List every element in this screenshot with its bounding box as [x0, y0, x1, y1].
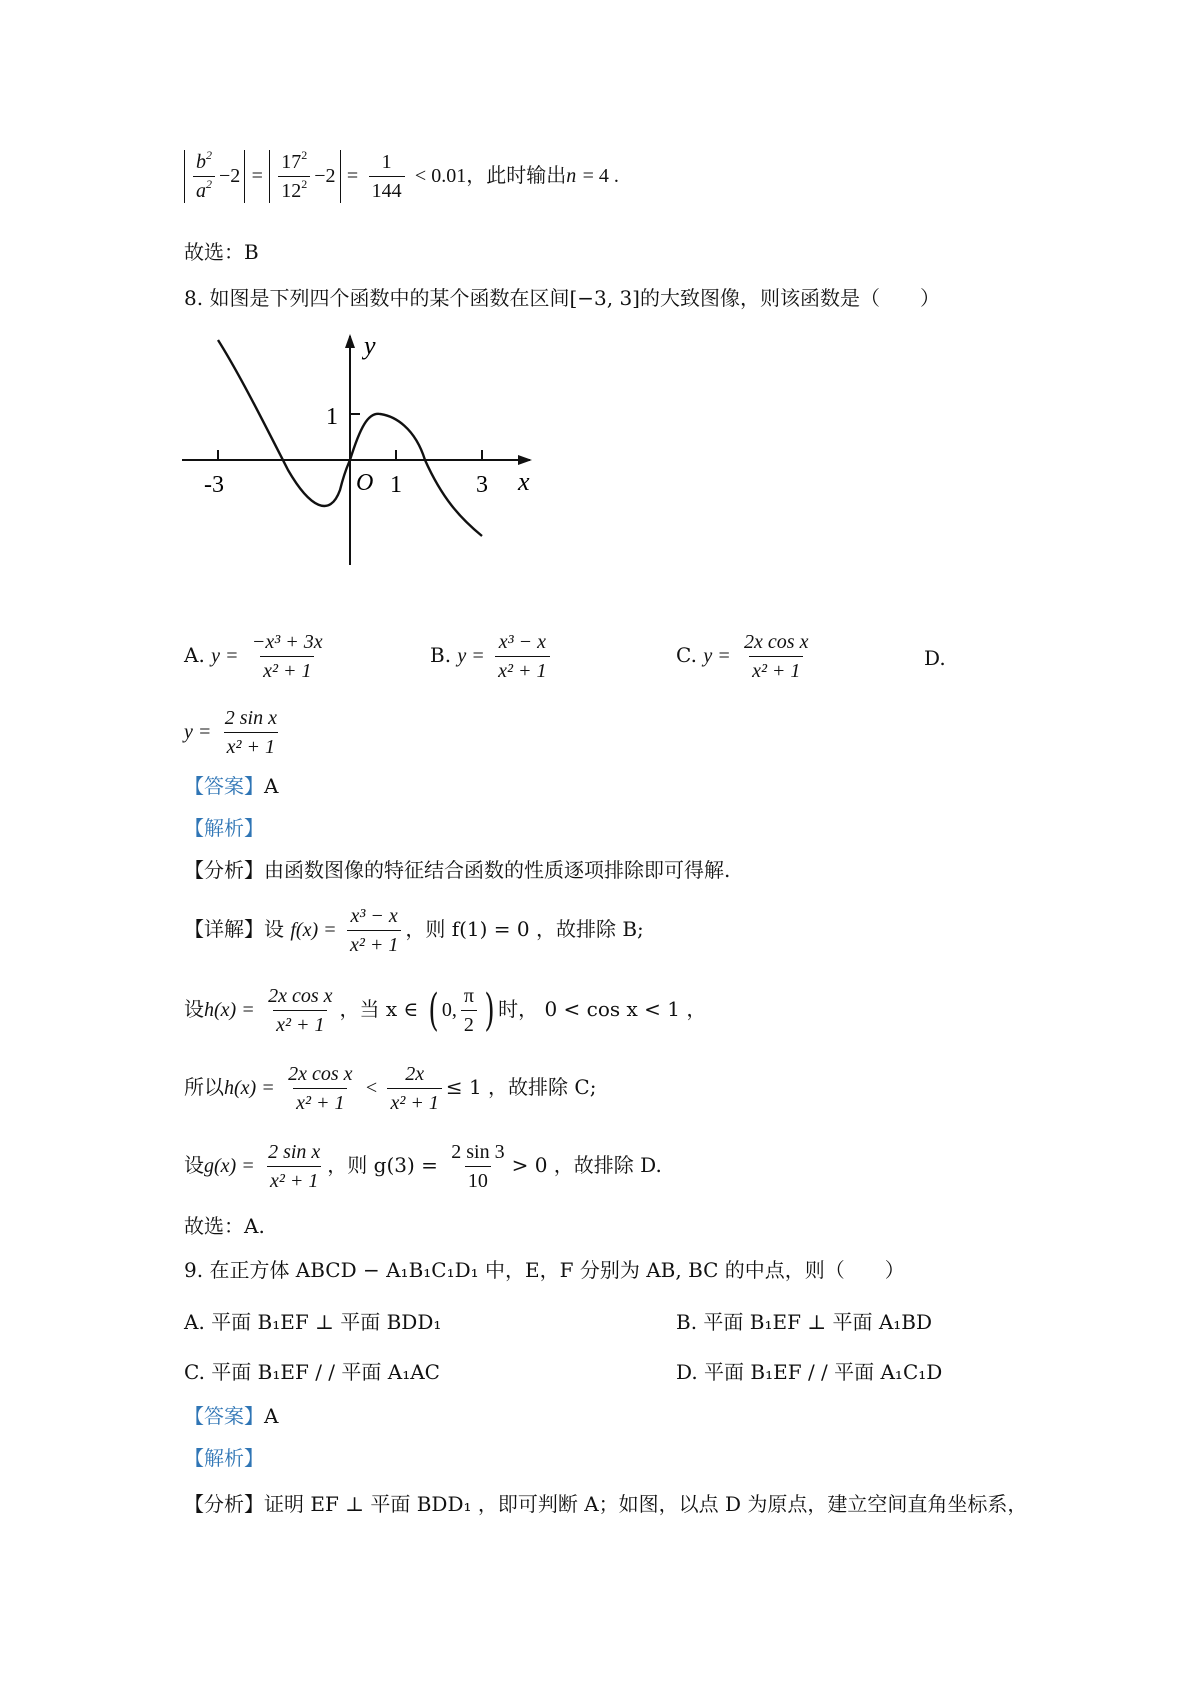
label-one-x: 1: [390, 472, 402, 498]
q8-step3: 所以h(x) = $\frac{\text{2x cos x}}{\text{x² + 1}}$ < $\frac{2x}{\text{x² + 1}}$ ≤ 1 ，故排除 C;: [184, 1063, 597, 1114]
q8-choice: 故选：A.: [184, 1214, 265, 1238]
q9-option-D: D. 平面 B₁EF / / 平面 A₁C₁D: [676, 1360, 943, 1384]
q9-option-A: A. 平面 B₁EF ⊥ 平面 BDD₁: [184, 1310, 442, 1334]
q9-analysis-tag: 【解析】: [184, 1446, 264, 1470]
label-one-y: 1: [326, 404, 338, 430]
label-origin: O: [356, 470, 374, 496]
abs-expression-2: $\frac{17^2}{12^2}$ −2: [269, 150, 340, 203]
q9-option-C: C. 平面 B₁EF / / 平面 A₁AC: [184, 1360, 440, 1384]
function-graph: [180, 330, 540, 580]
label-y: y: [364, 331, 376, 360]
q9-option-B: B. 平面 B₁EF ⊥ 平面 A₁BD: [676, 1310, 933, 1334]
q8-fenxi: 【分析】由函数图像的特征结合函数的性质逐项排除即可得解.: [184, 858, 731, 882]
q8-step2: 设h(x) = $\frac{\text{2x cos x}}{\text{x² + 1}}$ ，当 x ∈ ( 0, $\frac{\pi}{2}$ ) 时， 0 < cos x < 1 ，: [184, 984, 707, 1036]
option-B: B. y = $\frac{\text{x³ − x}}{\text{x² + 1}}$: [430, 630, 554, 683]
q8-step1: 【详解】设 f(x) = $\frac{\text{x³ − x}}{\text{x² + 1}}$ ，则 f(1) = 0 ，故排除 B;: [184, 905, 644, 956]
q8-answer: 【答案】A: [184, 774, 279, 798]
label-neg3: -3: [204, 472, 224, 498]
option-D-label: D.: [924, 646, 946, 670]
question-9-stem: 9. 在正方体 ABCD − A₁B₁C₁D₁ 中，E，F 分别为 AB, BC 的中点，则（ ）: [184, 1258, 905, 1282]
q9-answer: 【答案】A: [184, 1404, 279, 1428]
previous-choice: 故选：B: [184, 240, 259, 264]
equation-line-top: $\frac{b^2}{a^2}$ −2 = $\frac{17^2}{12^2}$ −2 = $\frac{1}{144}$ < 0.01，此时输出n = 4 .: [184, 150, 619, 203]
fraction-1-144: $\frac{1}{144}$: [369, 150, 405, 203]
q8-analysis-tag: 【解析】: [184, 816, 264, 840]
question-8-stem: 8. 如图是下列四个函数中的某个函数在区间[−3, 3]的大致图像，则该函数是（ ）: [184, 286, 940, 310]
option-D: y = $\frac{\text{2 sin x}}{\text{x² + 1}}$: [184, 707, 277, 758]
y-axis-arrow: [345, 334, 355, 348]
x-axis-arrow: [518, 455, 532, 465]
q8-step4: 设g(x) = $\frac{\text{2 sin x}}{\text{x² + 1}}$ ，则 g(3) = $\frac{2 \sin 3}{10}$ > 0 ，故排除 D.: [184, 1141, 662, 1192]
label-x: x: [518, 467, 530, 496]
option-A: A. y = $\frac{\text{−x³ + 3x}}{\text{x² + 1}}$: [184, 631, 323, 682]
q9-fenxi: 【分析】证明 EF ⊥ 平面 BDD₁ ，即可判断 A；如图，以点 D 为原点，建立空间直角坐标系，: [184, 1492, 1028, 1516]
label-three: 3: [476, 472, 488, 498]
option-C: C. y = $\frac{\text{2x cos x}}{\text{x² + 1}}$: [676, 631, 809, 682]
abs-expression-1: $\frac{b^2}{a^2}$ −2: [184, 150, 245, 203]
